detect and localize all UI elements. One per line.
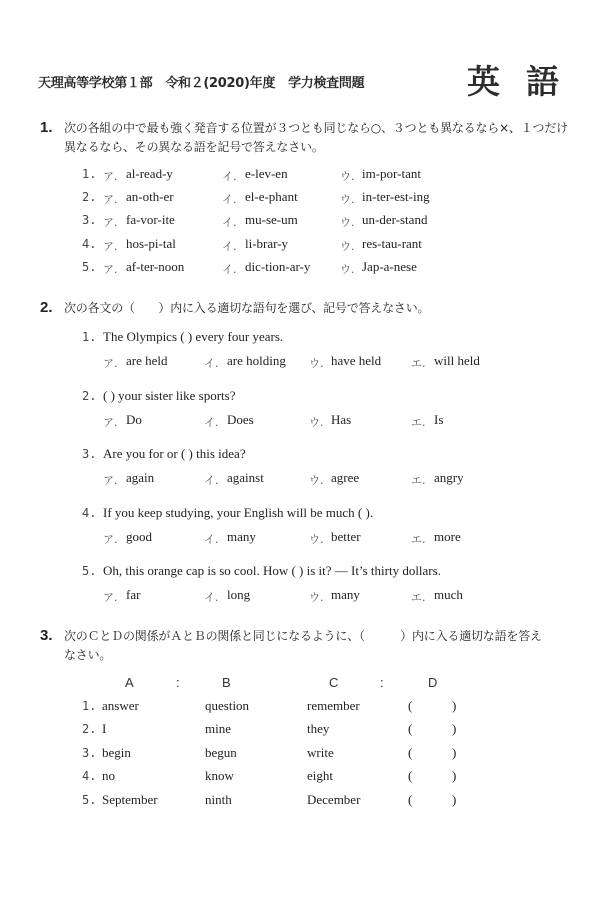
word-c: December bbox=[307, 792, 361, 807]
choice-label-a: ア. bbox=[103, 240, 118, 253]
option-label: ア. bbox=[103, 533, 118, 546]
option-text: agree bbox=[331, 470, 360, 485]
option-label: エ. bbox=[411, 416, 426, 429]
column-header-b: B bbox=[222, 675, 231, 690]
option-label: イ. bbox=[204, 533, 219, 546]
choice-label-a: ア. bbox=[103, 216, 118, 229]
word-b: know bbox=[205, 768, 234, 783]
answer-blank-open: ( bbox=[408, 721, 413, 736]
word-b: begun bbox=[205, 745, 237, 760]
option-text: long bbox=[227, 587, 251, 602]
choice-label-c: ウ. bbox=[340, 170, 355, 183]
choice-label-a: ア. bbox=[103, 170, 118, 183]
word-a: begin bbox=[102, 745, 131, 760]
item-number: 3. bbox=[82, 746, 97, 760]
item-number: 2. bbox=[82, 190, 97, 204]
section2-number: 2. bbox=[40, 299, 53, 316]
section1-number: 1. bbox=[40, 119, 53, 136]
item-number: 1. bbox=[82, 699, 97, 713]
option-label: イ. bbox=[204, 474, 219, 487]
answer-blank-close: ) bbox=[452, 721, 457, 736]
column-header-a: A bbox=[125, 675, 134, 690]
option-label: ウ. bbox=[309, 357, 324, 370]
column-header-colon: : bbox=[176, 675, 180, 690]
word-a: September bbox=[102, 792, 158, 807]
choice-word-a: an-oth-er bbox=[126, 189, 174, 204]
choice-label-c: ウ. bbox=[340, 216, 355, 229]
option-label: イ. bbox=[204, 591, 219, 604]
choice-label-b: イ. bbox=[222, 240, 237, 253]
choice-label-c: ウ. bbox=[340, 263, 355, 276]
section3-instruction-line1: 次のＣとＤの関係がＡとＢの関係と同じになるように、（ ）内に入る適切な語を答え bbox=[64, 629, 542, 643]
choice-word-a: al-read-y bbox=[126, 166, 173, 181]
question-sentence: Are you for or ( ) this idea? bbox=[103, 446, 246, 461]
answer-blank-close: ) bbox=[452, 792, 457, 807]
option-text: many bbox=[331, 587, 360, 602]
option-text: more bbox=[434, 529, 461, 544]
answer-blank-close: ) bbox=[452, 698, 457, 713]
word-a: no bbox=[102, 768, 115, 783]
choice-word-c: im-por-tant bbox=[362, 166, 421, 181]
item-number: 4. bbox=[82, 769, 97, 783]
subject-title: 英語 bbox=[467, 62, 585, 101]
choice-word-a: af-ter-noon bbox=[126, 259, 185, 274]
option-label: エ. bbox=[411, 533, 426, 546]
section3-number: 3. bbox=[40, 627, 53, 644]
choice-word-a: hos-pi-tal bbox=[126, 236, 176, 251]
word-b: mine bbox=[205, 721, 231, 736]
question-sentence: Oh, this orange cap is so cool. How ( ) is it? — It’s thirty dollars. bbox=[103, 563, 441, 578]
choice-word-b: dic-tion-ar-y bbox=[245, 259, 311, 274]
option-text: many bbox=[227, 529, 256, 544]
item-number: 5. bbox=[82, 260, 97, 274]
item-number: 1. bbox=[82, 167, 97, 181]
item-number: 3. bbox=[82, 213, 97, 227]
exam-year: 令和２(2020)年度 bbox=[165, 76, 276, 91]
choice-label-b: イ. bbox=[222, 193, 237, 206]
choice-word-c: in-ter-est-ing bbox=[362, 189, 430, 204]
option-label: イ. bbox=[204, 416, 219, 429]
choice-word-b: el-e-phant bbox=[245, 189, 298, 204]
question-sentence: The Olympics ( ) every four years. bbox=[103, 329, 284, 344]
column-header-d: D bbox=[428, 675, 438, 690]
question-number: 4. bbox=[82, 506, 97, 520]
word-b: question bbox=[205, 698, 250, 713]
option-text: have held bbox=[331, 353, 382, 368]
column-header-c: C bbox=[329, 675, 339, 690]
question-number: 3. bbox=[82, 447, 97, 461]
option-text: better bbox=[331, 529, 361, 544]
word-c: they bbox=[307, 721, 330, 736]
choice-label-a: ア. bbox=[103, 263, 118, 276]
option-label: ア. bbox=[103, 474, 118, 487]
choice-word-c: res-tau-rant bbox=[362, 236, 422, 251]
option-label: エ. bbox=[411, 591, 426, 604]
choice-label-b: イ. bbox=[222, 216, 237, 229]
item-number: 5. bbox=[82, 793, 97, 807]
option-label: ウ. bbox=[309, 533, 324, 546]
word-c: remember bbox=[307, 698, 360, 713]
section3-instruction-line2: なさい。 bbox=[64, 648, 112, 662]
option-text: again bbox=[126, 470, 155, 485]
answer-blank-close: ) bbox=[452, 745, 457, 760]
choice-label-a: ア. bbox=[103, 193, 118, 206]
option-text: Has bbox=[331, 412, 352, 427]
word-c: eight bbox=[307, 768, 333, 783]
option-label: ウ. bbox=[309, 591, 324, 604]
option-text: much bbox=[434, 587, 463, 602]
answer-blank-close: ) bbox=[452, 768, 457, 783]
option-text: good bbox=[126, 529, 152, 544]
option-label: ア. bbox=[103, 357, 118, 370]
answer-blank-open: ( bbox=[408, 698, 413, 713]
question-sentence: ( ) your sister like sports? bbox=[103, 388, 236, 403]
item-number: 2. bbox=[82, 722, 97, 736]
word-a: I bbox=[102, 721, 107, 736]
question-number: 5. bbox=[82, 564, 97, 578]
option-label: エ. bbox=[411, 357, 426, 370]
answer-blank-open: ( bbox=[408, 792, 413, 807]
option-text: are holding bbox=[227, 353, 286, 368]
option-text: against bbox=[227, 470, 264, 485]
option-text: are held bbox=[126, 353, 168, 368]
choice-label-b: イ. bbox=[222, 263, 237, 276]
word-a: answer bbox=[102, 698, 139, 713]
exam-title: 学力検査問題 bbox=[288, 76, 365, 91]
choice-label-c: ウ. bbox=[340, 240, 355, 253]
choice-word-b: mu-se-um bbox=[245, 212, 298, 227]
word-b: ninth bbox=[205, 792, 232, 807]
choice-word-b: e-lev-en bbox=[245, 166, 288, 181]
option-label: イ. bbox=[204, 357, 219, 370]
option-text: Is bbox=[434, 412, 444, 427]
answer-blank-open: ( bbox=[408, 768, 413, 783]
option-text: Do bbox=[126, 412, 142, 427]
option-label: ウ. bbox=[309, 416, 324, 429]
choice-word-c: Jap-a-nese bbox=[362, 259, 417, 274]
question-sentence: If you keep studying, your English will be much ( ). bbox=[103, 505, 374, 520]
column-header-colon: : bbox=[380, 675, 384, 690]
item-number: 4. bbox=[82, 237, 97, 251]
section1-instruction-line1: 次の各組の中で最も強く発音する位置が３つとも同じなら○、３つとも異なるなら×、１つだけ bbox=[64, 121, 568, 135]
word-c: write bbox=[307, 745, 334, 760]
question-number: 1. bbox=[82, 330, 97, 344]
choice-word-a: fa-vor-ite bbox=[126, 212, 175, 227]
option-text: Does bbox=[227, 412, 254, 427]
option-label: ア. bbox=[103, 591, 118, 604]
option-text: angry bbox=[434, 470, 464, 485]
choice-label-c: ウ. bbox=[340, 193, 355, 206]
option-label: エ. bbox=[411, 474, 426, 487]
choice-label-b: イ. bbox=[222, 170, 237, 183]
school-name: 天理高等学校第１部 bbox=[38, 76, 153, 91]
option-label: ア. bbox=[103, 416, 118, 429]
option-text: far bbox=[126, 587, 141, 602]
choice-word-c: un-der-stand bbox=[362, 212, 428, 227]
exam-header bbox=[38, 72, 377, 91]
option-label: ウ. bbox=[309, 474, 324, 487]
section2-instruction: 次の各文の（ ）内に入る適切な語句を選び、記号で答えなさい。 bbox=[64, 301, 430, 315]
choice-word-b: li-brar-y bbox=[245, 236, 289, 251]
answer-blank-open: ( bbox=[408, 745, 413, 760]
question-number: 2. bbox=[82, 389, 97, 403]
section1-instruction-line2: 異なるなら、その異なる語を記号で答えなさい。 bbox=[64, 140, 324, 154]
option-text: will held bbox=[434, 353, 480, 368]
